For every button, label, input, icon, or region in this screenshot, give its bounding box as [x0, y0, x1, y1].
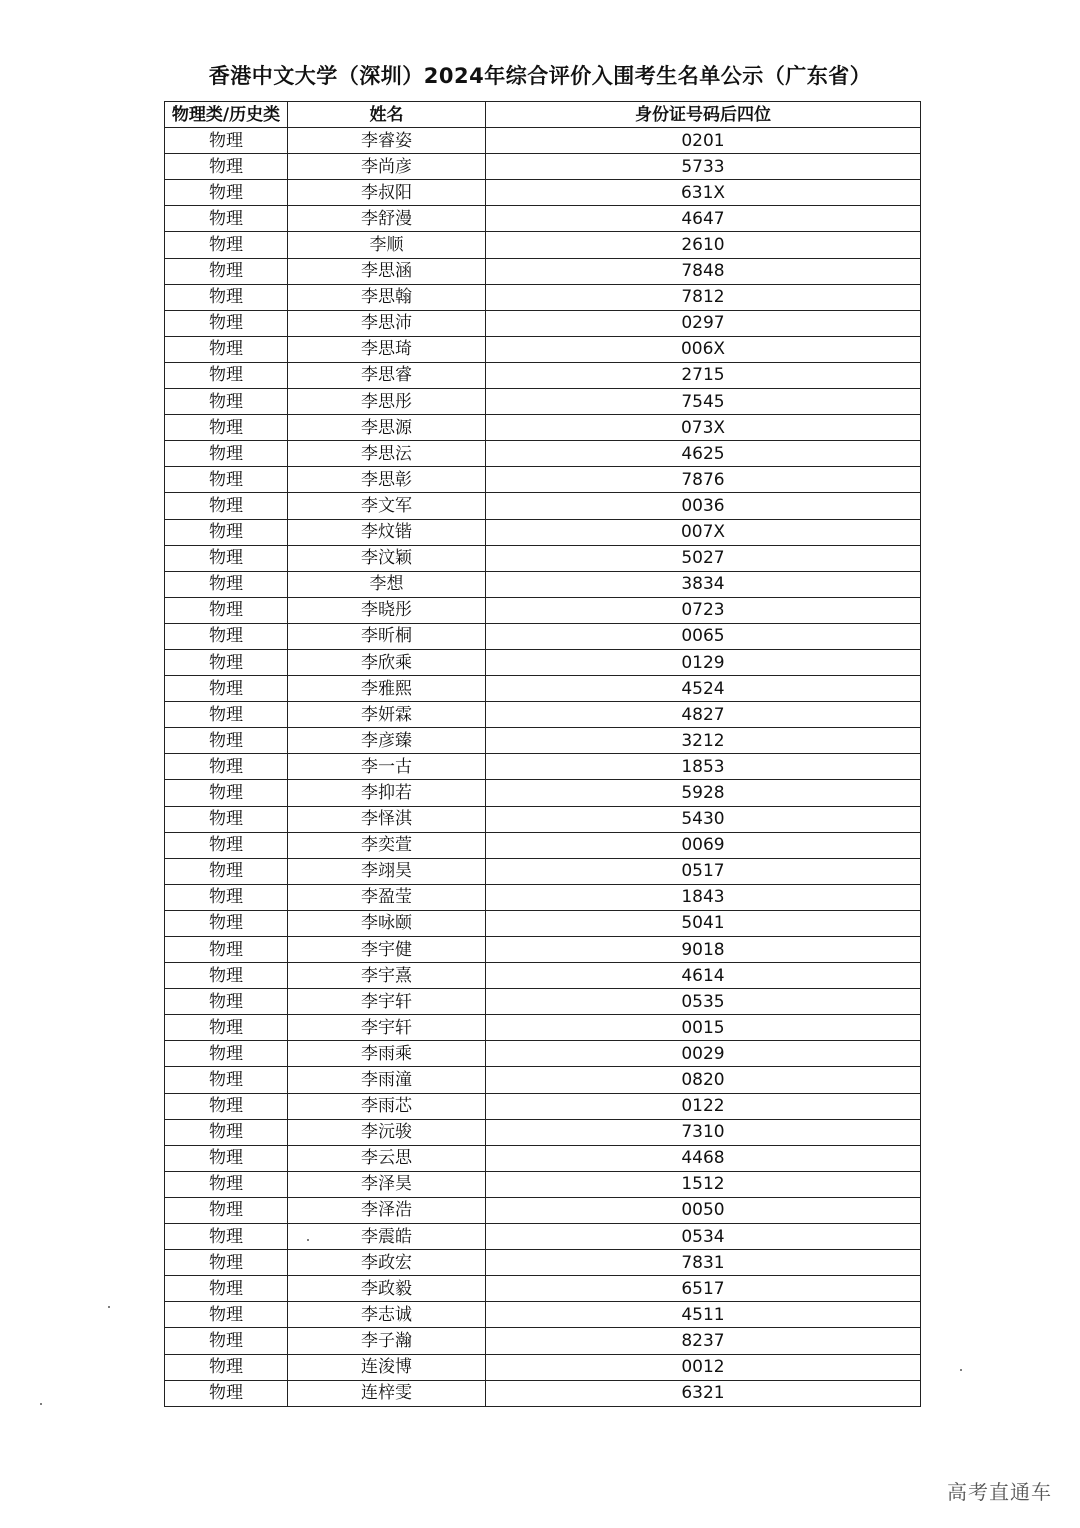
cell-id-last4: 1853 — [486, 754, 921, 780]
cell-id-last4: 7812 — [486, 284, 921, 310]
cell-category: 物理 — [165, 963, 288, 989]
cell-category: 物理 — [165, 1354, 288, 1380]
cell-name: 李汶颖 — [288, 545, 486, 571]
cell-id-last4: 9018 — [486, 937, 921, 963]
cell-category: 物理 — [165, 1067, 288, 1093]
cell-id-last4: 0534 — [486, 1224, 921, 1250]
cell-name: 李尚彦 — [288, 154, 486, 180]
cell-id-last4: 0069 — [486, 832, 921, 858]
cell-id-last4: 6321 — [486, 1380, 921, 1406]
cell-category: 物理 — [165, 1041, 288, 1067]
cell-category: 物理 — [165, 441, 288, 467]
table-row — [165, 1380, 921, 1406]
table-row — [165, 702, 921, 728]
cell-id-last4: 0201 — [486, 128, 921, 154]
cell-category: 物理 — [165, 389, 288, 415]
table-row — [165, 571, 921, 597]
cell-id-last4: 006X — [486, 336, 921, 362]
table-row — [165, 937, 921, 963]
cell-name: 李子瀚 — [288, 1328, 486, 1354]
table-body — [165, 128, 921, 1407]
cell-id-last4: 0015 — [486, 1015, 921, 1041]
table-row — [165, 415, 921, 441]
cell-name: 李沅骏 — [288, 1119, 486, 1145]
cell-name: 李妍霖 — [288, 702, 486, 728]
cell-category: 物理 — [165, 1119, 288, 1145]
cell-id-last4: 0065 — [486, 623, 921, 649]
cell-id-last4: 7876 — [486, 467, 921, 493]
cell-category: 物理 — [165, 467, 288, 493]
table-row — [165, 884, 921, 910]
cell-name: 李思琦 — [288, 336, 486, 362]
cell-category: 物理 — [165, 989, 288, 1015]
cell-name: 李盈莹 — [288, 884, 486, 910]
table-row — [165, 989, 921, 1015]
cell-name: 李一古 — [288, 754, 486, 780]
cell-category: 物理 — [165, 154, 288, 180]
cell-name: 李晓彤 — [288, 597, 486, 623]
cell-category: 物理 — [165, 623, 288, 649]
table-row — [165, 728, 921, 754]
cell-id-last4: 0297 — [486, 310, 921, 336]
cell-category: 物理 — [165, 310, 288, 336]
table-row — [165, 858, 921, 884]
cell-id-last4: 0036 — [486, 493, 921, 519]
table-row — [165, 754, 921, 780]
table-row — [165, 676, 921, 702]
scan-speck — [108, 1306, 110, 1308]
cell-id-last4: 5733 — [486, 154, 921, 180]
cell-name: 李雨乘 — [288, 1041, 486, 1067]
cell-name: 李思沛 — [288, 310, 486, 336]
cell-category: 物理 — [165, 676, 288, 702]
cell-name: 连浚博 — [288, 1354, 486, 1380]
cell-id-last4: 0012 — [486, 1354, 921, 1380]
cell-id-last4: 2715 — [486, 362, 921, 388]
cell-category: 物理 — [165, 258, 288, 284]
table-row — [165, 1224, 921, 1250]
scan-speck — [40, 1403, 42, 1405]
scan-speck — [307, 1239, 309, 1241]
scan-speck — [960, 1369, 962, 1371]
cell-category: 物理 — [165, 597, 288, 623]
cell-id-last4: 0129 — [486, 649, 921, 675]
cell-name: 李云思 — [288, 1145, 486, 1171]
cell-category: 物理 — [165, 858, 288, 884]
table-row — [165, 597, 921, 623]
cell-id-last4: 8237 — [486, 1328, 921, 1354]
table-row — [165, 441, 921, 467]
cell-category: 物理 — [165, 649, 288, 675]
cell-id-last4: 7310 — [486, 1119, 921, 1145]
cell-id-last4: 4625 — [486, 441, 921, 467]
cell-name: 李雅熙 — [288, 676, 486, 702]
table-row — [165, 258, 921, 284]
cell-category: 物理 — [165, 832, 288, 858]
cell-id-last4: 0535 — [486, 989, 921, 1015]
cell-name: 李思彰 — [288, 467, 486, 493]
cell-category: 物理 — [165, 1093, 288, 1119]
cell-name: 李思沄 — [288, 441, 486, 467]
table-row — [165, 180, 921, 206]
cell-name: 李顺 — [288, 232, 486, 258]
cell-category: 物理 — [165, 545, 288, 571]
candidate-table — [164, 101, 921, 1407]
cell-id-last4: 0820 — [486, 1067, 921, 1093]
cell-category: 物理 — [165, 884, 288, 910]
cell-name: 李政毅 — [288, 1276, 486, 1302]
cell-name: 李抑若 — [288, 780, 486, 806]
table-row — [165, 1015, 921, 1041]
cell-category: 物理 — [165, 1380, 288, 1406]
cell-category: 物理 — [165, 1276, 288, 1302]
table-row — [165, 806, 921, 832]
cell-category: 物理 — [165, 1171, 288, 1197]
cell-id-last4: 0029 — [486, 1041, 921, 1067]
cell-category: 物理 — [165, 519, 288, 545]
cell-name: 李思源 — [288, 415, 486, 441]
table-row — [165, 1302, 921, 1328]
header-category: 物理类/历史类 — [165, 102, 288, 128]
cell-name: 李奕萱 — [288, 832, 486, 858]
cell-id-last4: 2610 — [486, 232, 921, 258]
cell-category: 物理 — [165, 180, 288, 206]
table-row — [165, 1354, 921, 1380]
table-row — [165, 910, 921, 936]
table-row — [165, 1197, 921, 1223]
table-row — [165, 519, 921, 545]
cell-category: 物理 — [165, 937, 288, 963]
table-row — [165, 336, 921, 362]
cell-name: 李怿淇 — [288, 806, 486, 832]
cell-id-last4: 0517 — [486, 858, 921, 884]
cell-id-last4: 7831 — [486, 1250, 921, 1276]
cell-name: 李昕桐 — [288, 623, 486, 649]
table-row — [165, 284, 921, 310]
cell-name: 李泽昊 — [288, 1171, 486, 1197]
cell-category: 物理 — [165, 728, 288, 754]
table-row — [165, 832, 921, 858]
table-row — [165, 1093, 921, 1119]
cell-name: 李政宏 — [288, 1250, 486, 1276]
cell-category: 物理 — [165, 910, 288, 936]
header-id-last4: 身份证号码后四位 — [486, 102, 921, 128]
cell-id-last4: 4647 — [486, 206, 921, 232]
cell-id-last4: 5027 — [486, 545, 921, 571]
table-row — [165, 1119, 921, 1145]
cell-category: 物理 — [165, 232, 288, 258]
cell-id-last4: 4614 — [486, 963, 921, 989]
cell-id-last4: 007X — [486, 519, 921, 545]
header-name: 姓名 — [288, 102, 486, 128]
cell-category: 物理 — [165, 206, 288, 232]
cell-category: 物理 — [165, 571, 288, 597]
cell-id-last4: 4511 — [486, 1302, 921, 1328]
cell-name: 李睿姿 — [288, 128, 486, 154]
cell-category: 物理 — [165, 336, 288, 362]
cell-id-last4: 0723 — [486, 597, 921, 623]
cell-name: 李泽浩 — [288, 1197, 486, 1223]
cell-name: 李翊昊 — [288, 858, 486, 884]
table-row — [165, 1067, 921, 1093]
cell-id-last4: 073X — [486, 415, 921, 441]
cell-name: 李思涵 — [288, 258, 486, 284]
cell-category: 物理 — [165, 702, 288, 728]
table-row — [165, 649, 921, 675]
table-row — [165, 128, 921, 154]
cell-name: 李想 — [288, 571, 486, 597]
cell-name: 李震皓 — [288, 1224, 486, 1250]
table-row — [165, 1250, 921, 1276]
cell-category: 物理 — [165, 780, 288, 806]
cell-name: 李彦臻 — [288, 728, 486, 754]
table-row — [165, 1276, 921, 1302]
table-row — [165, 780, 921, 806]
cell-id-last4: 0122 — [486, 1093, 921, 1119]
table-row — [165, 1171, 921, 1197]
cell-category: 物理 — [165, 806, 288, 832]
cell-category: 物理 — [165, 1015, 288, 1041]
cell-id-last4: 3834 — [486, 571, 921, 597]
cell-name: 李志诚 — [288, 1302, 486, 1328]
watermark: 高考直通车 — [947, 1480, 1052, 1504]
cell-category: 物理 — [165, 415, 288, 441]
cell-name: 李思翰 — [288, 284, 486, 310]
cell-id-last4: 5430 — [486, 806, 921, 832]
cell-category: 物理 — [165, 1328, 288, 1354]
cell-id-last4: 5041 — [486, 910, 921, 936]
cell-id-last4: 7545 — [486, 389, 921, 415]
cell-category: 物理 — [165, 493, 288, 519]
cell-id-last4: 1843 — [486, 884, 921, 910]
cell-name: 李雨潼 — [288, 1067, 486, 1093]
table-row — [165, 310, 921, 336]
table-row — [165, 389, 921, 415]
cell-name: 李炆锴 — [288, 519, 486, 545]
cell-id-last4: 7848 — [486, 258, 921, 284]
cell-id-last4: 0050 — [486, 1197, 921, 1223]
table-row — [165, 545, 921, 571]
cell-name: 李宇健 — [288, 937, 486, 963]
cell-category: 物理 — [165, 754, 288, 780]
table-header — [165, 102, 921, 128]
cell-id-last4: 631X — [486, 180, 921, 206]
table-row — [165, 1328, 921, 1354]
cell-id-last4: 4524 — [486, 676, 921, 702]
table-row — [165, 154, 921, 180]
table-row — [165, 1145, 921, 1171]
cell-name: 李思彤 — [288, 389, 486, 415]
cell-name: 李宇轩 — [288, 989, 486, 1015]
cell-id-last4: 1512 — [486, 1171, 921, 1197]
cell-category: 物理 — [165, 1197, 288, 1223]
cell-id-last4: 4468 — [486, 1145, 921, 1171]
cell-category: 物理 — [165, 1224, 288, 1250]
cell-category: 物理 — [165, 362, 288, 388]
cell-category: 物理 — [165, 284, 288, 310]
cell-name: 李思睿 — [288, 362, 486, 388]
page-title: 香港中文大学（深圳）2024年综合评价入围考生名单公示（广东省） — [208, 64, 872, 88]
table-row — [165, 493, 921, 519]
cell-name: 李雨芯 — [288, 1093, 486, 1119]
cell-category: 物理 — [165, 128, 288, 154]
cell-name: 李欣乘 — [288, 649, 486, 675]
header-row — [165, 102, 921, 128]
table-row — [165, 963, 921, 989]
table-row — [165, 467, 921, 493]
cell-name: 李咏颐 — [288, 910, 486, 936]
cell-category: 物理 — [165, 1250, 288, 1276]
cell-id-last4: 3212 — [486, 728, 921, 754]
table-row — [165, 206, 921, 232]
cell-name: 李叔阳 — [288, 180, 486, 206]
cell-category: 物理 — [165, 1145, 288, 1171]
cell-name: 连梓雯 — [288, 1380, 486, 1406]
cell-name: 李舒漫 — [288, 206, 486, 232]
cell-id-last4: 6517 — [486, 1276, 921, 1302]
cell-name: 李文军 — [288, 493, 486, 519]
cell-name: 李宇熹 — [288, 963, 486, 989]
cell-name: 李宇轩 — [288, 1015, 486, 1041]
table-row — [165, 1041, 921, 1067]
cell-id-last4: 5928 — [486, 780, 921, 806]
cell-category: 物理 — [165, 1302, 288, 1328]
table-row — [165, 623, 921, 649]
table-row — [165, 362, 921, 388]
cell-id-last4: 4827 — [486, 702, 921, 728]
table-row — [165, 232, 921, 258]
